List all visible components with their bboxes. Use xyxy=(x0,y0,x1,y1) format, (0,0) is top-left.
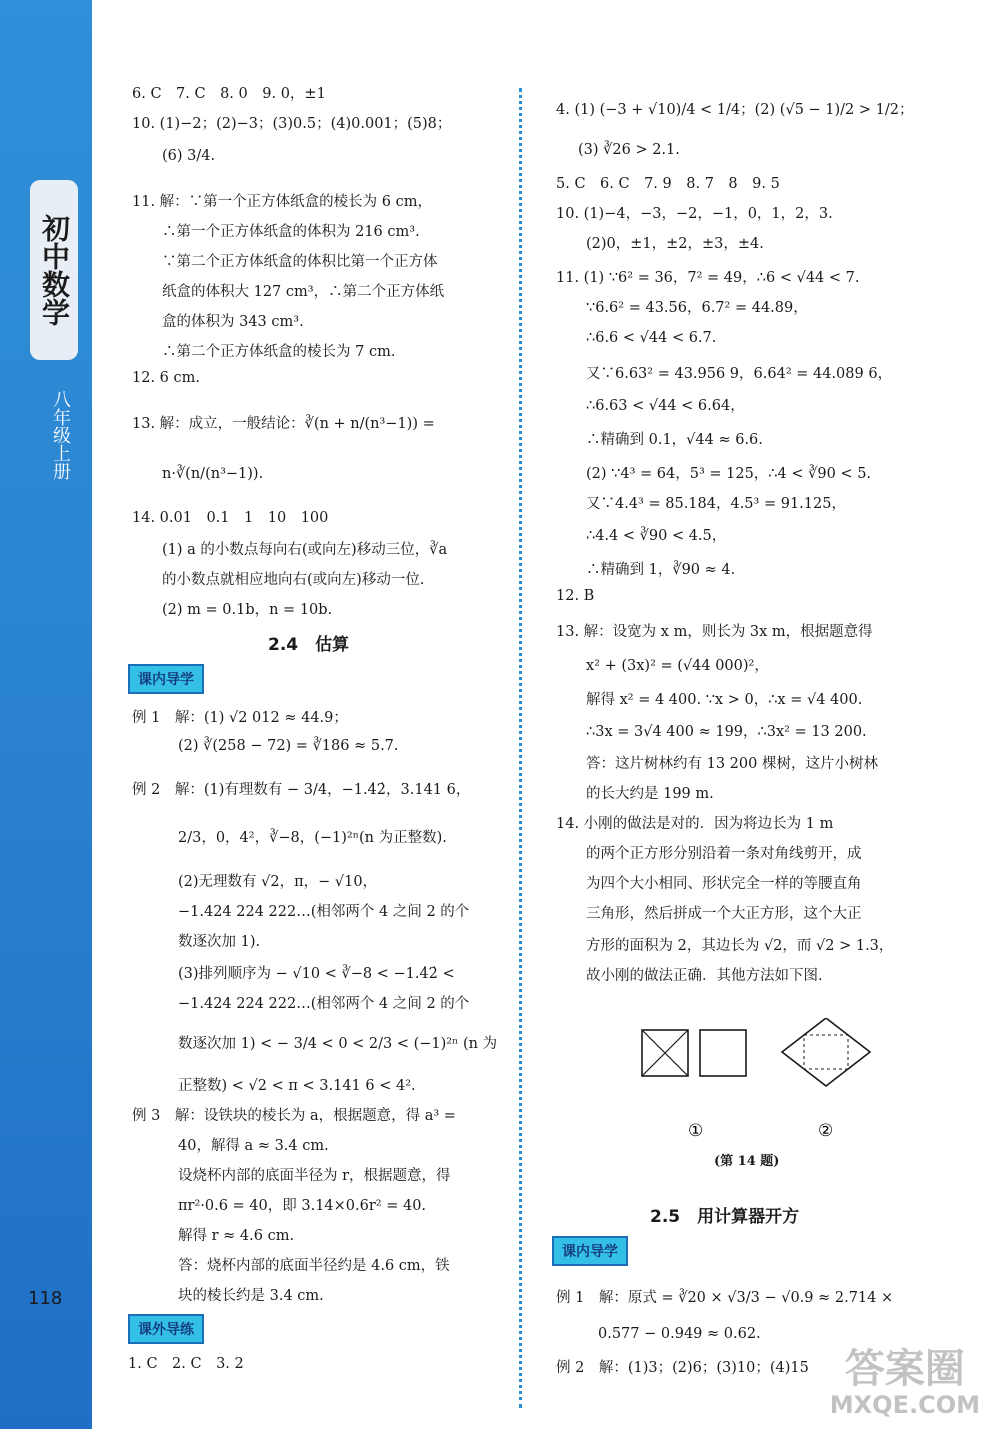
subject-title xyxy=(30,180,78,360)
page-number: 118 xyxy=(28,1288,63,1309)
left-text-line: 解得 r ≈ 4.6 cm. xyxy=(178,1228,295,1244)
right-text-line: (2)0，±1，±2，±3，±4. xyxy=(586,236,764,252)
right-text-line: 又∵4.4³ = 85.184，4.5³ = 91.125， xyxy=(586,496,846,512)
left-text-line: 纸盒的体积大 127 cm³，∴第二个正方体纸 xyxy=(162,284,445,300)
right-text-line: 又∵6.63² = 43.956 9，6.64² = 44.089 6， xyxy=(586,366,893,382)
square-plain xyxy=(700,1030,746,1076)
left-text-line: ∴第二个正方体纸盒的棱长为 7 cm. xyxy=(162,344,396,360)
right-text-line: ∵6.6² = 43.56，6.7² = 44.89， xyxy=(586,300,808,316)
sidebar xyxy=(0,0,92,1429)
right-text-line: 故小刚的做法正确．其他方法如下图. xyxy=(586,968,823,984)
right-text-line: 例 1 解：原式 = ∛20 × √3/3 − √0.9 ≈ 2.714 × xyxy=(556,1290,894,1306)
right-text-line: (3) ∛26 > 2.1. xyxy=(578,142,680,158)
right-text-line: 12. B xyxy=(556,588,595,604)
left-text-line: 10. (1)−2；(2)−3；(3)0.5；(4)0.001；(5)8； xyxy=(132,116,452,132)
left-text-line: 14. 0.01 0.1 1 10 100 xyxy=(132,510,329,526)
left-text-line: 数逐次加 1). xyxy=(178,934,261,950)
watermark-line-2: MXQE.COM xyxy=(829,1391,980,1419)
right-text-line: 5. C 6. C 7. 9 8. 7 8 9. 5 xyxy=(556,176,780,192)
subject-title-text: 初中数学 xyxy=(38,214,71,326)
grade-label: 八年级上册 xyxy=(50,390,71,480)
question-14-figure xyxy=(630,1018,890,1144)
right-text-line: 10. (1)−4，−3，−2，−1，0，1，2，3. xyxy=(556,206,833,222)
inner-dashed-square xyxy=(804,1035,848,1069)
left-text-line: (3)排列顺序为 − √10 < ∛−8 < −1.4̇2̇ < xyxy=(178,966,455,982)
right-text-line: 的两个正方形分别沿着一条对角线剪开，成 xyxy=(586,846,862,862)
right-text-line: 答：这片树林约有 13 200 棵树，这片小树林 xyxy=(586,756,878,772)
left-text-line: −1.424 224 222…(相邻两个 4 之间 2 的个 xyxy=(178,904,470,920)
left-text-line: 1. C 2. C 3. 2 xyxy=(128,1356,244,1372)
right-text-line: 的长大约是 199 m. xyxy=(586,786,714,802)
right-text-line: 4. (1) (−3 + √10)/4 < 1/4；(2) (√5 − 1)/2 > 1/2； xyxy=(556,102,914,118)
left-text-line: 40，解得 a ≈ 3.4 cm. xyxy=(178,1138,329,1154)
left-text-line: 设烧杯内部的底面半径为 r，根据题意，得 xyxy=(178,1168,451,1184)
left-text-line: (1) a 的小数点每向右(或向左)移动三位，∛a xyxy=(162,542,448,558)
left-text-line: 数逐次加 1) < − 3/4 < 0 < 2/3 < (−1)²ⁿ (n 为 xyxy=(178,1036,498,1052)
left-text-line: 的小数点就相应地向右(或向左)移动一位. xyxy=(162,572,425,588)
left-text-line: 盒的体积为 343 cm³. xyxy=(162,314,304,330)
right-text-line: 11. (1) ∵6² = 36，7² = 49，∴6 < √44 < 7. xyxy=(556,270,860,286)
left-text-line: 13. 解：成立，一般结论：∛(n + n/(n³−1)) = xyxy=(132,416,435,432)
right-text-line: ∴精确到 0.1，√44 ≈ 6.6. xyxy=(586,432,763,448)
left-text-line: (2)无理数有 √2，π，− √10， xyxy=(178,874,378,890)
right-text-line: ∴3x = 3√4 400 ≈ 199，∴3x² = 13 200. xyxy=(586,724,867,740)
left-text-line: 块的棱长约是 3.4 cm. xyxy=(178,1288,324,1304)
section-title-2-4: 2.4 估算 xyxy=(268,635,350,655)
left-text-line: ∵第二个正方体纸盒的体积比第一个正方体 xyxy=(162,254,438,270)
left-text-line: 6. C 7. C 8. 0 9. 0，±1 xyxy=(132,86,326,102)
left-text-line: ∴第一个正方体纸盒的体积为 216 cm³. xyxy=(162,224,420,240)
left-text-line: (6) 3/4. xyxy=(162,148,216,164)
left-text-line: πr²·0.6 = 40，即 3.14×0.6r² = 40. xyxy=(178,1198,427,1214)
watermark-line-1: 答案圈 xyxy=(844,1346,965,1392)
badge-ketnei-2: 课内导学 xyxy=(552,1236,628,1266)
right-text-line: 解得 x² = 4 400. ∵x > 0，∴x = √4 400. xyxy=(586,692,863,708)
right-text-line: 13. 解：设宽为 x m，则长为 3x m，根据题意得 xyxy=(556,624,873,640)
right-text-line: 为四个大小相同、形状完全一样的等腰直角 xyxy=(586,876,862,892)
watermark xyxy=(830,1347,980,1419)
right-text-line: x² + (3x)² = (√44 000)²， xyxy=(586,658,769,674)
left-text-line: 答：烧杯内部的底面半径约是 4.6 cm，铁 xyxy=(178,1258,450,1274)
badge-ketnei-1: 课内导学 xyxy=(128,664,204,694)
right-text-line: ∴4.4 < ∛90 < 4.5， xyxy=(586,528,727,544)
figure-label-2: ② xyxy=(818,1121,834,1141)
figure-caption: (第 14 题) xyxy=(714,1154,780,1169)
left-text-line: n·∛(n/(n³−1)). xyxy=(162,466,264,482)
right-text-line: 0.577 − 0.949 ≈ 0.62. xyxy=(598,1326,761,1342)
left-text-line: 例 1 解：(1) √2 012 ≈ 44.9； xyxy=(132,710,348,726)
section-title-2-5: 2.5 用计算器开方 xyxy=(650,1207,800,1227)
right-text-line: ∴精确到 1，∛90 ≈ 4. xyxy=(586,562,736,578)
left-text-line: 正整数) < √2 < π < 3.141 6 < 4². xyxy=(178,1078,416,1094)
badge-kewai: 课外导练 xyxy=(128,1314,204,1344)
figure-label-1: ① xyxy=(688,1121,704,1141)
right-text-line: (2) ∵4³ = 64，5³ = 125，∴4 < ∛90 < 5. xyxy=(586,466,872,482)
left-text-line: 12. 6 cm. xyxy=(132,370,200,386)
left-text-line: (2) ∛(258 − 72) = ∛186 ≈ 5.7. xyxy=(178,738,399,754)
left-text-line: 2/3，0，4²，∛−8，(−1)²ⁿ(n 为正整数). xyxy=(178,830,447,846)
left-text-line: (2) m = 0.1b，n = 10b. xyxy=(162,602,333,618)
left-text-line: 11. 解：∵第一个正方体纸盒的棱长为 6 cm， xyxy=(132,194,432,210)
right-text-line: 14. 小刚的做法是对的．因为将边长为 1 m xyxy=(556,816,834,832)
left-text-line: 例 2 解：(1)有理数有 − 3/4，−1.4̇2̇，3.141 6， xyxy=(132,782,471,798)
left-text-line: 例 3 解：设铁块的棱长为 a，根据题意，得 a³ = xyxy=(132,1108,456,1124)
big-diamond xyxy=(782,1018,870,1086)
left-text-line: −1.424 224 222…(相邻两个 4 之间 2 的个 xyxy=(178,996,470,1012)
right-text-line: ∴6.6 < √44 < 6.7. xyxy=(586,330,717,346)
right-text-line: 三角形，然后拼成一个大正方形，这个大正 xyxy=(586,906,862,922)
column-divider xyxy=(519,88,522,1408)
right-text-line: 方形的面积为 2，其边长为 √2，而 √2 > 1.3， xyxy=(586,938,894,954)
right-text-line: 例 2 解：(1)3；(2)6；(3)10；(4)15 xyxy=(556,1360,809,1376)
right-text-line: ∴6.63 < √44 < 6.64， xyxy=(586,398,745,414)
